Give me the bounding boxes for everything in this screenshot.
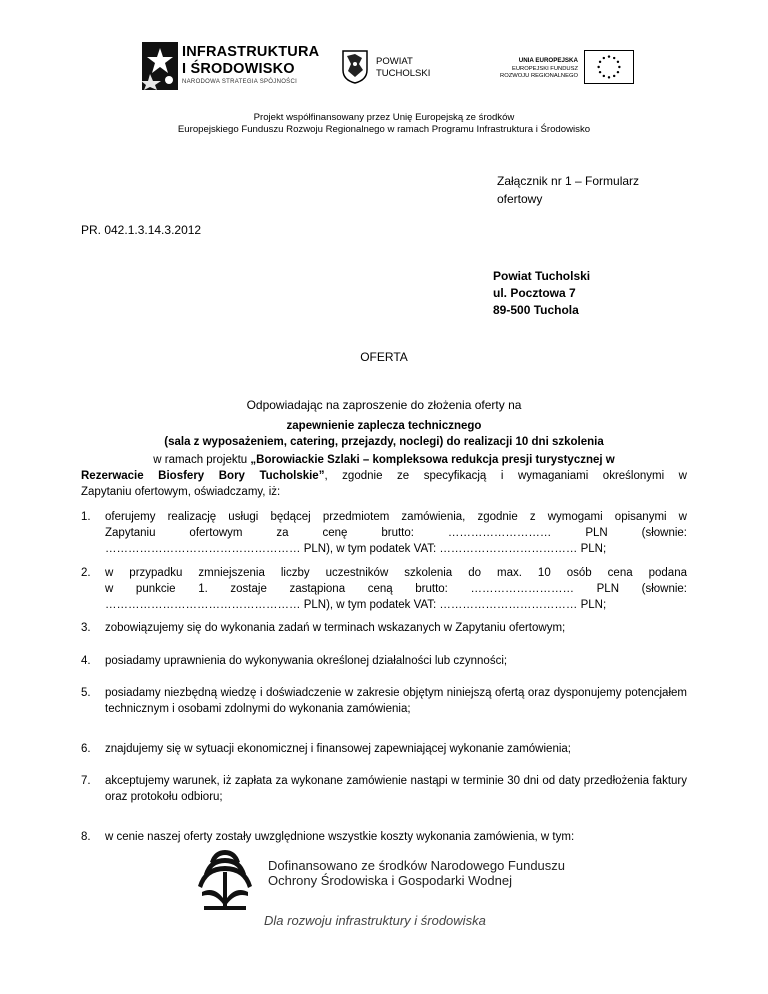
project-suffix: , zgodnie ze specyfikacją i wymaganiami określonymi w bbox=[324, 470, 687, 482]
list-item bbox=[81, 685, 687, 717]
attachment-label: Załącznik nr 1 – Formularz ofertowy bbox=[497, 174, 640, 206]
cofinance-line2: Europejskiego Funduszu Rozwoju Regionalnego w ramach Programu Infrastruktura i Środowisko bbox=[177, 124, 591, 135]
project-paragraph bbox=[81, 452, 687, 500]
addressee-name: Powiat Tucholski bbox=[493, 269, 591, 283]
list-item-line: …………………………………………… PLN), w tym podatek VAT: ……………………………… PLN; bbox=[105, 543, 607, 555]
list-item-text: akceptujemy warunek, iż zapłata za wykonane zamówienie nastąpi w terminie 30 dni od daty przedłożenia faktury oraz protokołu odbioru; bbox=[105, 775, 687, 803]
project-line2 bbox=[81, 468, 687, 484]
list-item bbox=[81, 773, 687, 805]
reference-number: PR. 042.1.3.14.3.2012 bbox=[81, 223, 202, 237]
list-item bbox=[81, 653, 687, 669]
logo-ue-line2: EUROPEJSKI FUNDUSZ bbox=[511, 66, 578, 72]
project-name-part1: „Borowiackie Szlaki – kompleksowa redukcja presji turystycznej w bbox=[250, 454, 615, 466]
logo-powiat-tucholski bbox=[342, 50, 452, 90]
list-item-text: posiadamy uprawnienia do wykonywania określonej działalności lub czynności; bbox=[105, 655, 508, 667]
logo-powiat-line1: POWIAT bbox=[376, 56, 413, 67]
fund-line2: Ochrony Środowiska i Gospodarki Wodnej bbox=[268, 873, 512, 888]
eu-flag-icon bbox=[584, 50, 634, 84]
list-item bbox=[81, 620, 687, 636]
addressee-street: ul. Pocztowa 7 bbox=[493, 286, 576, 300]
list-item-line: oferujemy realizację usługi będącej przedmiotem zamówienia, zgodnie z wymogami opisanymi w bbox=[105, 511, 687, 523]
list-item-line: w przypadku zmniejszenia liczby uczestników szkolenia do max. 10 osób cena podana bbox=[105, 567, 687, 579]
list-item-number: 7. bbox=[81, 775, 91, 787]
list-item-text: znajdujemy się w sytuacji ekonomicznej i finansowej zapewniającej wykonanie zamówienia; bbox=[105, 743, 571, 755]
list-item-number: 8. bbox=[81, 831, 91, 843]
list-item-text: posiadamy niezbędną wiedzę i doświadczenie w zakresie objętym niniejszą ofertą oraz dysponujemy potencjałem technicznym i osobami zdolnymi do wykonania zamówienia; bbox=[105, 687, 687, 715]
list-item bbox=[81, 509, 687, 557]
list-item-number: 6. bbox=[81, 743, 91, 755]
star-emblem-icon bbox=[142, 42, 178, 90]
crest-icon bbox=[342, 50, 368, 84]
list-item-number: 5. bbox=[81, 687, 91, 699]
project-line3: Zapytaniu ofertowym, oświadczamy, iż: bbox=[81, 486, 281, 498]
logo-ue-line1: UNIA EUROPEJSKA bbox=[518, 57, 578, 64]
subject-line1: zapewnienie zaplecza technicznego bbox=[286, 420, 482, 432]
list-item bbox=[81, 741, 687, 757]
cofinance-line1: Projekt współfinansowany przez Unię Europejską ze środków bbox=[253, 112, 515, 123]
addressee-block bbox=[493, 268, 590, 319]
logo-unia-europejska bbox=[484, 50, 634, 90]
nfosigw-logo-icon bbox=[196, 848, 254, 912]
logo-infrastruktura-i-srodowisko bbox=[142, 42, 322, 100]
intro-text: Odpowiadając na zaproszenie do złożenia oferty na bbox=[246, 398, 522, 412]
list-item-line: …………………………………………… PLN), w tym podatek VAT: ……………………………… PLN; bbox=[105, 599, 607, 611]
list-item-line: w punkcie 1. zostaje zastąpiona ceną brutto: ……………………… PLN (słownie: bbox=[105, 583, 687, 595]
project-name-part2: Rezerwacie Biosfery Bory Tucholskie” bbox=[81, 470, 325, 482]
fund-line1: Dofinansowano ze środków Narodowego Funduszu bbox=[268, 858, 566, 873]
logo-infra-line3: NARODOWA STRATEGIA SPÓJNOŚCI bbox=[182, 79, 298, 85]
list-item-number: 1. bbox=[81, 511, 91, 523]
logo-ue-line3: ROZWOJU REGIONALNEGO bbox=[500, 73, 578, 79]
logo-infra-line2: I ŚRODOWISKO bbox=[182, 61, 295, 77]
project-prefix: w ramach projektu bbox=[153, 454, 251, 466]
list-item-number: 3. bbox=[81, 622, 91, 634]
document-title: OFERTA bbox=[360, 350, 408, 364]
footer-slogan: Dla rozwoju infrastruktury i środowiska bbox=[264, 913, 486, 928]
logo-infra-line1: INFRASTRUKTURA bbox=[182, 44, 320, 60]
list-item-line: Zapytaniu ofertowym za cenę brutto: ……………………… PLN (słownie: bbox=[105, 527, 687, 539]
logo-powiat-line2: TUCHOLSKI bbox=[376, 68, 431, 79]
addressee-city: 89-500 Tuchola bbox=[493, 303, 579, 317]
list-item-text: zobowiązujemy się do wykonania zadań w terminach wskazanych w Zapytaniu ofertowym; bbox=[105, 622, 566, 634]
list-item-number: 2. bbox=[81, 567, 91, 579]
list-item-text: w cenie naszej oferty zostały uwzględnione wszystkie koszty wykonania zamówienia, w tym: bbox=[105, 831, 575, 843]
list-item bbox=[81, 829, 687, 845]
project-line1 bbox=[81, 452, 687, 468]
list-item-number: 4. bbox=[81, 655, 91, 667]
list-item bbox=[81, 565, 687, 613]
subject-line2: (sala z wyposażeniem, catering, przejazdy, noclegi) do realizacji 10 dni szkolenia bbox=[164, 436, 604, 448]
